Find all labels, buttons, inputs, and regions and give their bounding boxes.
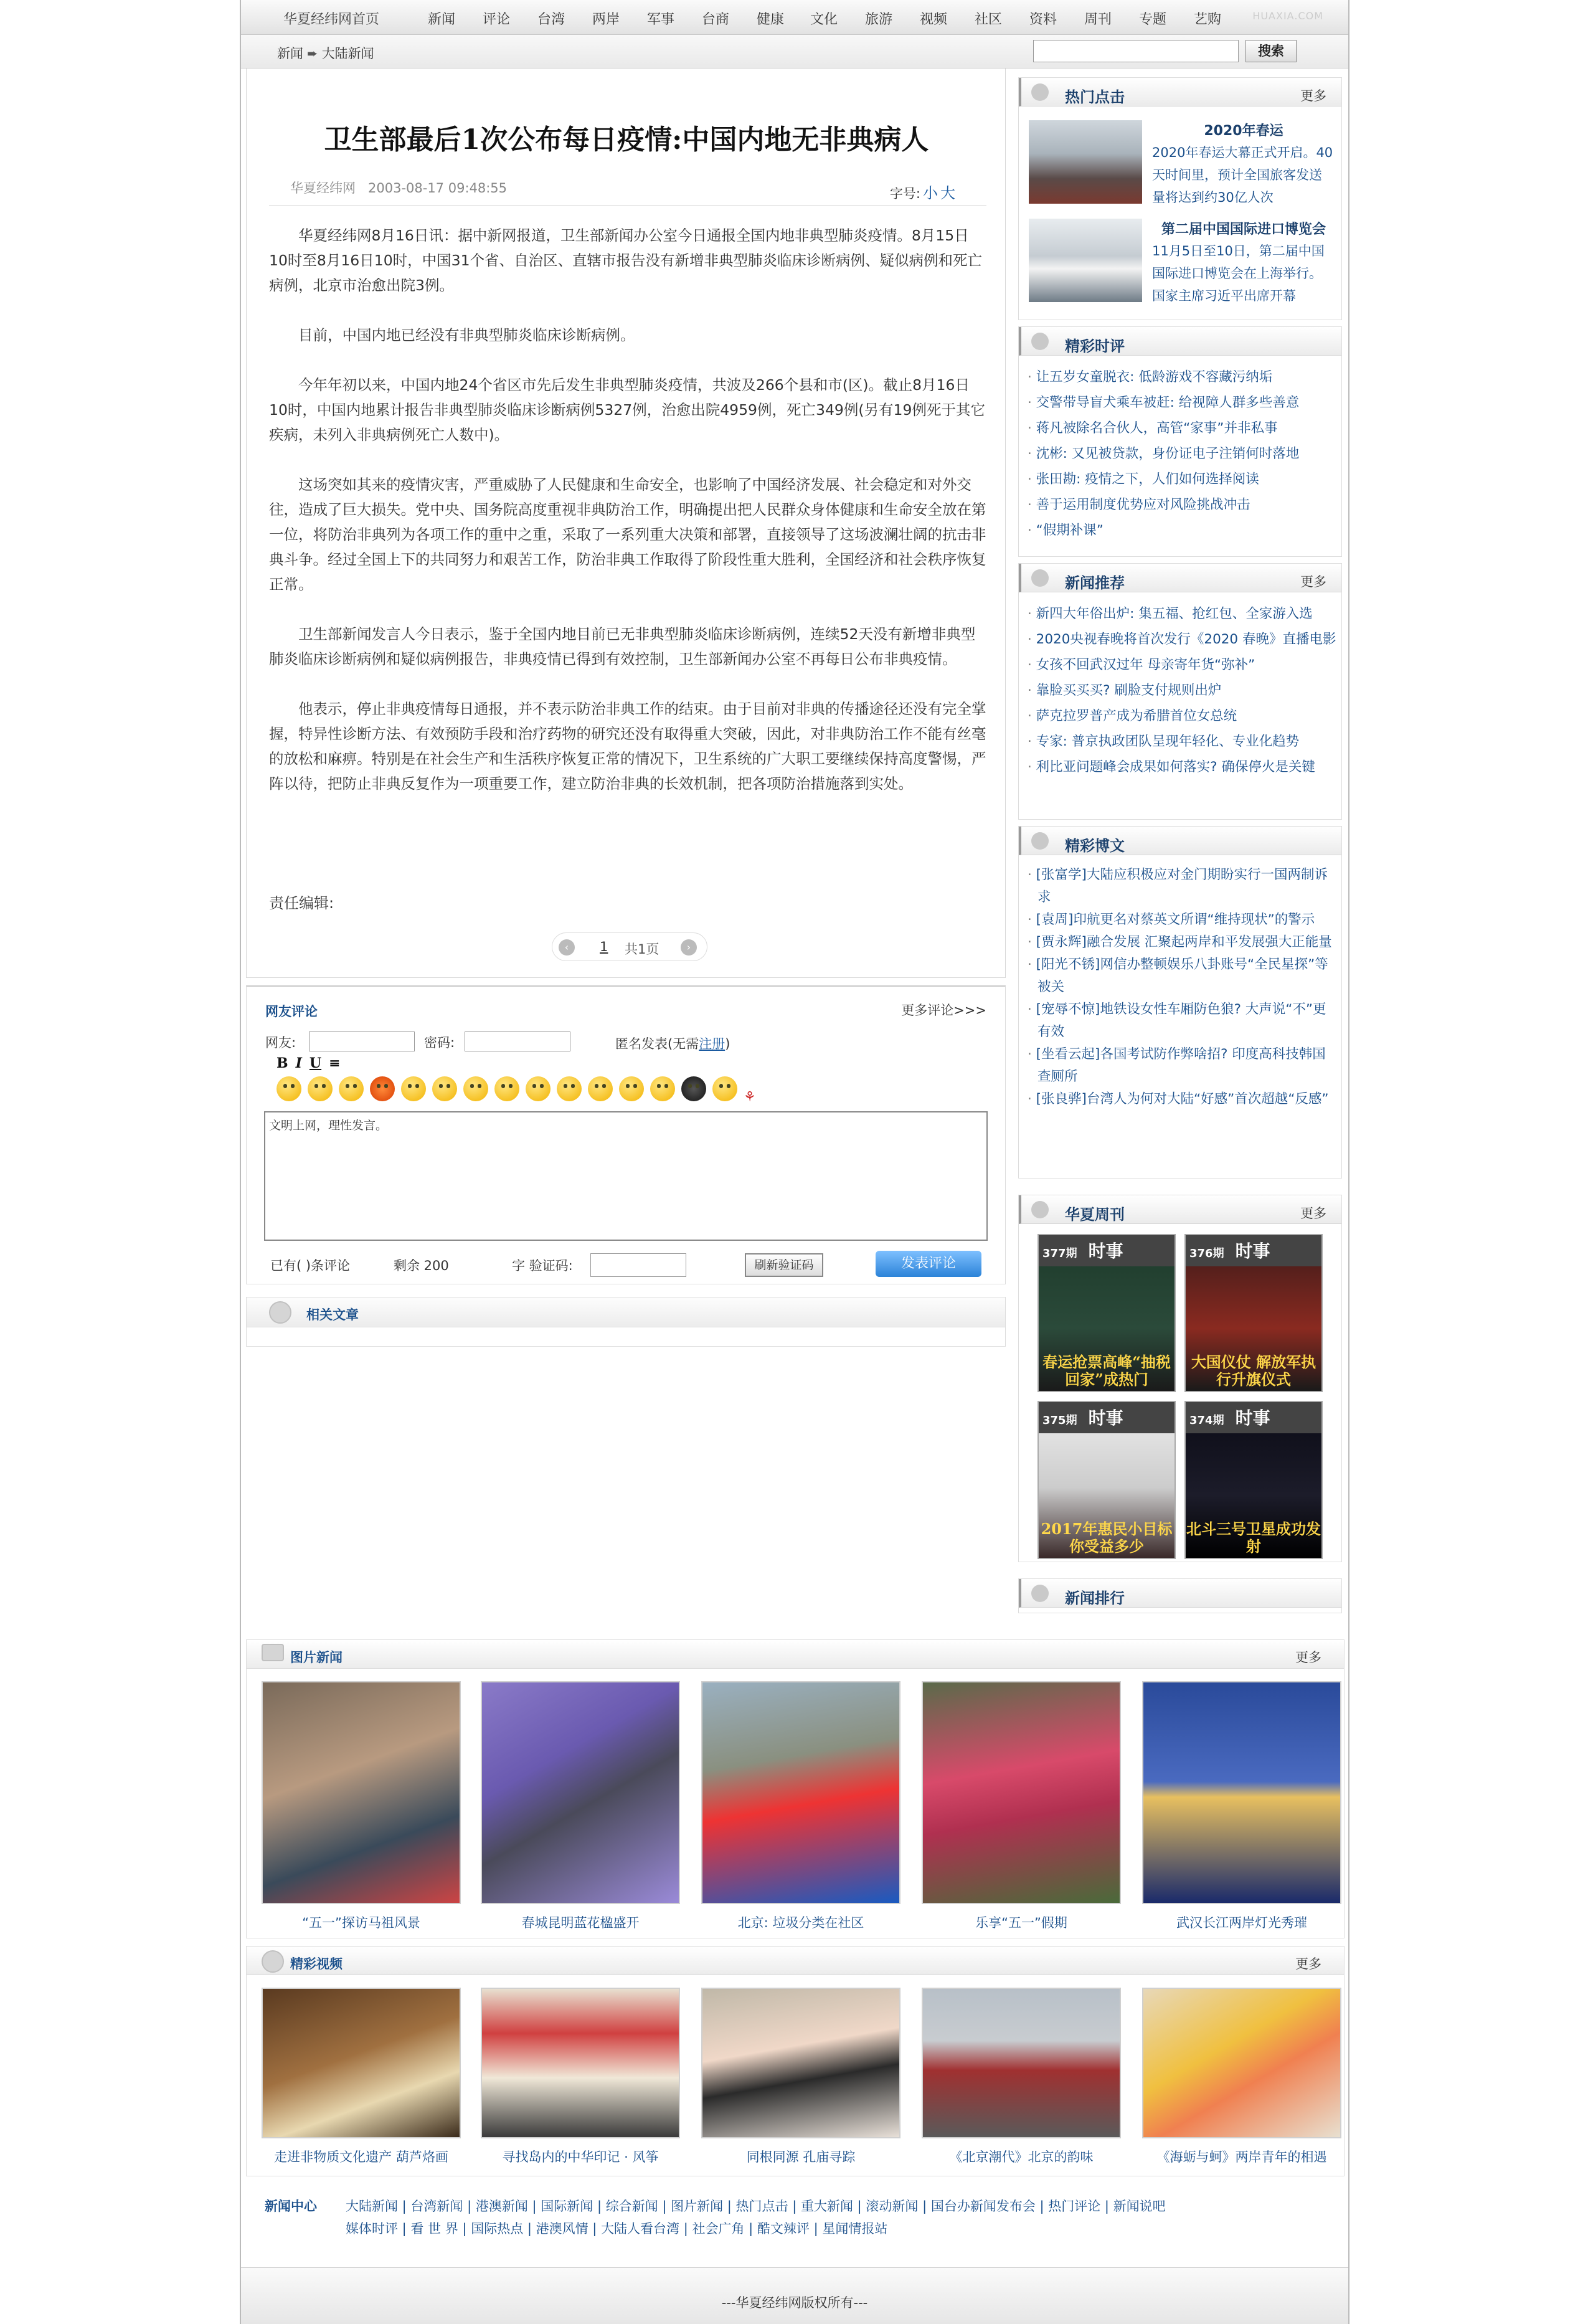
article-date: 2003-08-17 09:48:55 [368, 181, 508, 196]
video-thumbnail[interactable] [922, 1988, 1121, 2138]
rose-icon[interactable]: ⚘ [744, 1089, 756, 1105]
list-item[interactable]: · 萨克拉罗普产成为希腊首位女总统 [1028, 703, 1336, 729]
wink-emoji-icon[interactable] [432, 1076, 457, 1101]
magazine-brand: 时事 [1088, 1241, 1123, 1261]
article-source: 华夏经纬网 [290, 181, 356, 196]
blog-title: 精彩博文 [1065, 837, 1125, 855]
fire-icon [1031, 83, 1049, 101]
magazine-caption: 大国仪仗 解放军执行升旗仪式 [1191, 1353, 1316, 1388]
list-item[interactable]: · 女孩不回武汉过年 母亲寄年货“弥补” [1028, 652, 1336, 678]
list-item[interactable]: · “假期补课” [1028, 518, 1336, 543]
featured-comments-list [1028, 364, 1336, 543]
nav-item-topics[interactable]: 专题 [1139, 12, 1167, 27]
list-item[interactable]: · [张富学]大陆应积极应对金门期盼实行一国两制诉求 [1028, 864, 1336, 909]
footer-links [246, 2180, 1345, 2261]
list-item[interactable]: · [阳光不锈]网信办整顿娱乐八卦账号“全民星探”等被关 [1028, 954, 1336, 998]
featured-comments-header [1019, 327, 1341, 356]
photo-caption[interactable]: 春城昆明蓝花楹盛开 [521, 1915, 640, 1930]
photo-caption[interactable]: 乐享“五一”假期 [975, 1915, 1067, 1930]
magazine-cover[interactable] [1184, 1401, 1323, 1559]
magazine-brand: 时事 [1235, 1408, 1270, 1428]
plug-icon [1031, 569, 1049, 587]
magazine-brand: 时事 [1235, 1241, 1270, 1261]
confused-emoji-icon[interactable] [463, 1076, 488, 1101]
format-toolbar [276, 1055, 348, 1071]
magazine-caption: 春运抢票高峰“抽税回家”成热门 [1042, 1353, 1171, 1388]
hot-item-title[interactable]: 第二届中国国际进口博览会 [1161, 222, 1326, 237]
nav-home-link[interactable]: 华夏经纬网首页 [283, 12, 380, 27]
weekly-header [1019, 1195, 1341, 1224]
video-caption[interactable]: 走进非物质文化遗产 葫芦烙画 [274, 2150, 448, 2165]
breadcrumb-mainland[interactable]: 大陆新闻 [321, 46, 374, 61]
nav-item-community[interactable]: 社区 [975, 12, 1003, 27]
book-icon [1031, 1201, 1049, 1218]
magazine-cover[interactable] [1037, 1401, 1176, 1559]
hot-item-desc: 2020年春运大幕正式开启。40天时间里，预计全国旅客发送量将达到约30亿人次 [1152, 145, 1333, 205]
list-item[interactable]: · 张田勘: 疫情之下，人们如何选择阅读 [1028, 467, 1336, 492]
article-panel [246, 69, 1006, 978]
responsible-editor: 责任编辑: [269, 894, 334, 912]
list-item[interactable]: · 靠脸买买买? 刷脸支付规则出炉 [1028, 678, 1336, 703]
magazine-cover[interactable] [1037, 1234, 1176, 1392]
expo-photo[interactable] [1029, 219, 1142, 302]
video-more-link[interactable]: 更多 [1295, 1956, 1321, 1971]
sad-emoji-icon[interactable] [339, 1076, 364, 1101]
font-big-link[interactable]: 大 [940, 184, 955, 202]
article-paragraph: 今年年初以来，中国内地24个省区市先后发生非典型肺炎疫情，共波及266个县和市(区)。截止8月16日10时，中国内地累计报告非典型肺炎临床诊断病例5327例，治愈出院4959例，死亡349例(另有19例死于其它疾病，未列入非典病例死亡人数中)。 [269, 376, 985, 443]
register-link[interactable]: 注册 [699, 1036, 725, 1051]
article-title: 卫生部最后1次公布每日疫情:中国内地无非典病人 [324, 124, 929, 156]
password-label: 密码: [424, 1035, 455, 1050]
photo-news-panel [246, 1639, 1345, 1938]
video-caption[interactable]: 《北京潮代》北京的韵味 [949, 2150, 1094, 2165]
hot-header [1019, 78, 1341, 107]
comment-panel [246, 985, 1006, 1284]
search-button[interactable]: 搜索 [1245, 40, 1297, 62]
photo-thumbnail[interactable] [701, 1681, 900, 1904]
video-caption[interactable]: 《海蛎与蚵》两岸青年的相遇 [1156, 2150, 1327, 2165]
hot-item[interactable] [1029, 219, 1334, 305]
photo-caption[interactable]: 武汉长江两岸灯光秀璀 [1176, 1915, 1307, 1930]
page-number-link[interactable]: 1 [600, 939, 608, 954]
page-total: 共1页 [625, 942, 659, 957]
ranking-title: 新闻排行 [1065, 1590, 1125, 1607]
recommend-more-link[interactable]: 更多 [1300, 574, 1326, 589]
hug-emoji-icon[interactable] [712, 1076, 737, 1101]
comment-count: 已有( )条评论 [270, 1258, 351, 1273]
list-item[interactable]: · 善于运用制度优势应对风险挑战冲击 [1028, 492, 1336, 518]
video-thumbnail[interactable] [262, 1988, 461, 2138]
hot-more-link[interactable]: 更多 [1300, 88, 1326, 103]
smile-emoji-icon[interactable] [276, 1076, 301, 1101]
article-body [269, 223, 986, 821]
list-item[interactable]: · [张良骅]台湾人为何对大陆“好感”首次超越“反感” [1028, 1088, 1336, 1111]
weekly-panel [1018, 1195, 1342, 1562]
hot-title: 热门点击 [1065, 88, 1125, 106]
nav-item-art[interactable]: 艺购 [1194, 12, 1222, 27]
panda-emoji-icon[interactable] [681, 1076, 706, 1101]
cool-emoji-icon[interactable] [650, 1076, 675, 1101]
list-item[interactable]: · 让五岁女童脱衣: 低龄游戏不容藏污纳垢 [1028, 364, 1336, 390]
breadcrumb-bar [241, 35, 1348, 69]
grin-emoji-icon[interactable] [308, 1076, 333, 1101]
video-thumbnail[interactable] [481, 1988, 680, 2138]
magazine-issue: 375期 [1042, 1414, 1077, 1427]
drool-emoji-icon[interactable] [557, 1076, 582, 1101]
comment-textarea[interactable]: 文明上网，理性发言。 [264, 1111, 988, 1241]
hot-item-title[interactable]: 2020年春运 [1204, 123, 1283, 139]
magazine-issue: 376期 [1189, 1247, 1224, 1260]
anonymous-option [615, 1034, 730, 1053]
footer-links-line[interactable]: 媒体时评 | 看 世 界 | 国际热点 | 港澳风情 | 大陆人看台湾 | 社会广角 | 酷文辣评 | 星闻情报站 [346, 2221, 888, 2236]
arrow-right-icon: ➨ [307, 46, 318, 61]
font-small-link[interactable]: 小 [923, 184, 938, 202]
spring-travel-photo[interactable] [1029, 120, 1142, 204]
nav-item-comment[interactable]: 评论 [483, 12, 511, 27]
blog-list [1028, 864, 1336, 1111]
photo-caption[interactable]: 北京: 垃圾分类在社区 [737, 1915, 864, 1930]
list-item[interactable]: · 利比亚问题峰会成果如何落实? 确保停火是关键 [1028, 754, 1336, 780]
nav-item-taiwan[interactable]: 台湾 [537, 12, 565, 27]
font-size-control [890, 181, 955, 202]
article-meta [290, 178, 519, 197]
article-paragraph: 他表示，停止非典疫情每日通报，并不表示防治非典工作的结束。由于目前对非典的传播途径还没有完全掌握，特异性诊断方法、有效预防手段和治疗药物的研究还没有取得重大突破，因此，对非典防治工作不能有丝毫的放松和麻痹。特别是在社会生产和生活秩序恢复正常的情况下，卫生系统的广大职工要继续保持高度警惕，严阵以待，把防止非典反复作为一项重要工作，建立防治非典的长效机制，把各项防治措施落到实处。 [269, 700, 986, 792]
pagination [552, 932, 707, 961]
video-caption[interactable]: 同根同源 孔庙寻踪 [746, 2150, 856, 2165]
list-item[interactable]: · [袁周]印航更名对蔡英文所谓“维持现状”的警示 [1028, 909, 1336, 931]
recommend-title: 新闻推荐 [1065, 574, 1125, 592]
blog-header [1019, 827, 1341, 855]
top-nav [241, 0, 1348, 35]
next-page-button[interactable]: › [681, 939, 697, 956]
weekly-more-link[interactable]: 更多 [1300, 1206, 1326, 1221]
anonymous-label: 匿名发表(无需 [615, 1036, 699, 1051]
nav-item-data[interactable]: 资料 [1029, 12, 1057, 27]
related-header [247, 1297, 1005, 1327]
chars-remaining: 剩余 200 [394, 1258, 449, 1273]
page-wrapper [240, 0, 1349, 2324]
video-thumbnail[interactable] [1142, 1988, 1341, 2138]
featured-comments-title: 精彩时评 [1065, 338, 1125, 355]
photo-thumbnail[interactable] [262, 1681, 461, 1904]
magazine-caption: 北斗三号卫星成功发射 [1186, 1520, 1321, 1555]
nav-item-health[interactable]: 健康 [757, 12, 785, 27]
underline-button[interactable]: U [309, 1055, 322, 1071]
nav-item-cross-strait[interactable]: 两岸 [592, 12, 620, 27]
list-item[interactable]: · 蒋凡被除名合伙人，高管“家事”并非私事 [1028, 415, 1336, 441]
hot-clicks-panel [1018, 77, 1342, 320]
nav-item-news[interactable]: 新闻 [428, 12, 456, 27]
nav-item-taishang[interactable]: 台商 [702, 12, 730, 27]
bold-button[interactable]: B [276, 1055, 288, 1071]
blog-icon [1031, 832, 1049, 850]
ranking-header [1019, 1579, 1341, 1608]
site-logo: HUAXIA.COM [1252, 10, 1323, 22]
username-input[interactable] [309, 1032, 415, 1051]
search-input[interactable] [1033, 40, 1239, 62]
weekly-title: 华夏周刊 [1065, 1206, 1125, 1223]
copyright-bar [241, 2267, 1348, 2324]
photo-icon [262, 1644, 284, 1661]
magazine-brand: 时事 [1088, 1408, 1123, 1428]
list-item[interactable]: · 2020央视春晚将首次发行《2020 春晚》直播电影 [1028, 627, 1336, 652]
magazine-caption: 2017年惠民小目标你受益多少 [1041, 1520, 1173, 1555]
photo-news-more-link[interactable]: 更多 [1295, 1650, 1321, 1665]
copyright-text: ---华夏经纬网版权所有--- [721, 2295, 868, 2310]
hot-item-desc: 11月5日至10日，第二届中国国际进口博览会在上海举行。国家主席习近平出席开幕 [1152, 244, 1325, 303]
nav-item-military[interactable]: 军事 [647, 12, 675, 27]
submit-comment-button[interactable]: 发表评论 [876, 1251, 981, 1277]
featured-comments-panel [1018, 326, 1342, 557]
related-articles-panel [246, 1297, 1006, 1347]
news-ranking-panel [1018, 1578, 1342, 1613]
photo-caption[interactable]: “五一”探访马祖风景 [302, 1915, 420, 1930]
featured-video-panel [246, 1946, 1345, 2176]
breadcrumb [277, 44, 374, 62]
more-comments-link[interactable]: 更多评论>>> [901, 1003, 986, 1018]
pen-icon [1031, 333, 1049, 350]
related-icon [269, 1301, 291, 1324]
article-paragraph: 华夏经纬网8月16日讯：据中新网报道，卫生部新闻办公室今日通报全国内地非典型肺炎疫情。8月15日10时至8月16日10时，中国31个省、自治区、直辖市报告没有新增非典型肺炎临床诊断病例、疑似病例和死亡病例，北京市治愈出院3例。 [269, 227, 983, 294]
surprised-emoji-icon[interactable] [619, 1076, 644, 1101]
nav-item-culture[interactable]: 文化 [810, 12, 838, 27]
list-item[interactable]: · [贾永辉]融合发展 汇聚起两岸和平发展强大正能量 [1028, 931, 1336, 954]
recommend-list [1028, 601, 1336, 780]
magazine-header [1186, 1235, 1321, 1266]
video-caption[interactable]: 寻找岛内的中华印记 · 风筝 [502, 2150, 659, 2165]
breadcrumb-news[interactable]: 新闻 [277, 46, 303, 61]
laugh-emoji-icon[interactable] [401, 1076, 426, 1101]
align-button[interactable]: ≡ [329, 1055, 341, 1071]
article-paragraph: 卫生部新闻发言人今日表示，鉴于全国内地目前已无非典型肺炎临床诊断病例，连续52天没有新增非典型肺炎临床诊断病例和疑似病例报告，非典疫情已得到有效控制，卫生部新闻办公室不再每日公布非典疫情。 [269, 625, 976, 668]
comment-title: 网友评论 [265, 1004, 318, 1019]
italic-button[interactable]: I [295, 1055, 302, 1071]
nav-item-weekly[interactable]: 周刊 [1084, 12, 1112, 27]
video-thumbnail[interactable] [701, 1988, 900, 2138]
video-icon [262, 1950, 284, 1973]
video-title: 精彩视频 [290, 1956, 343, 1971]
magazine-issue: 377期 [1042, 1247, 1077, 1260]
photo-thumbnail[interactable] [922, 1681, 1121, 1904]
magazine-cover[interactable] [1184, 1234, 1323, 1392]
list-item[interactable]: · [宠辱不惊]地铁设女性车厢防色狼? 大声说“不”更有效 [1028, 998, 1336, 1043]
photo-news-header [247, 1640, 1344, 1669]
magazine-header [1186, 1402, 1321, 1433]
magazine-issue: 374期 [1189, 1414, 1224, 1427]
list-item[interactable]: · 新四大年俗出炉: 集五福、抢红包、全家游入选 [1028, 601, 1336, 627]
featured-blog-panel [1018, 826, 1342, 1179]
video-header [247, 1947, 1344, 1975]
hot-item[interactable] [1029, 120, 1334, 206]
photo-news-title: 图片新闻 [290, 1650, 343, 1665]
list-item[interactable]: · 交警带导盲犬乘车被赶: 给视障人群多些善意 [1028, 390, 1336, 415]
recommend-header [1019, 564, 1341, 592]
anonymous-label-end: ) [725, 1036, 730, 1051]
article-paragraph: 这场突如其来的疫情灾害，严重威胁了人民健康和生命安全，也影响了中国经济发展、社会稳定和对外交往，造成了巨大损失。党中央、国务院高度重视非典防治工作，明确提出把人民群众身体健康和生命安全放在第一位，将防治非典列为各项工作的重中之重，采取了一系列重大决策和部署，直接领导了这场波澜壮阔的抗击非典斗争。经过全国上下的共同努力和艰苦工作，防治非典工作取得了阶段性重大胜利，全国经济和社会秩序恢复正常。 [269, 476, 986, 593]
footer-title: 新闻中心 [265, 2199, 317, 2214]
list-item[interactable]: · 专家: 普京执政团队呈现年轻化、专业化趋势 [1028, 729, 1336, 754]
magazine-header [1039, 1235, 1174, 1266]
nav-item-travel[interactable]: 旅游 [865, 12, 893, 27]
chart-icon [1031, 1585, 1049, 1602]
list-item[interactable]: · [坐看云起]各国考试防作弊啥招? 印度高科技韩国查厕所 [1028, 1043, 1336, 1088]
username-label: 网友: [265, 1035, 296, 1050]
prev-page-button[interactable]: ‹ [559, 939, 575, 956]
list-item[interactable]: · 沈彬: 又见被贷款，身份证电子注销何时落地 [1028, 441, 1336, 467]
captcha-input[interactable] [590, 1253, 686, 1277]
nav-item-video[interactable]: 视频 [920, 12, 948, 27]
magazine-header [1039, 1402, 1174, 1433]
captcha-label: 字 验证码: [512, 1258, 573, 1273]
photo-thumbnail[interactable] [1142, 1681, 1341, 1904]
photo-thumbnail[interactable] [481, 1681, 680, 1904]
mad-emoji-icon[interactable] [494, 1076, 519, 1101]
font-size-label: 字号: [889, 186, 920, 201]
think-emoji-icon[interactable] [526, 1076, 551, 1101]
kiss-emoji-icon[interactable] [588, 1076, 613, 1101]
article-paragraph: 目前，中国内地已经没有非典型肺炎临床诊断病例。 [298, 326, 635, 344]
emoticon-bar [276, 1076, 756, 1107]
related-title: 相关文章 [306, 1307, 359, 1322]
news-recommend-panel [1018, 563, 1342, 820]
password-input[interactable] [465, 1032, 570, 1051]
footer-links-line[interactable]: 大陆新闻 | 台湾新闻 | 港澳新闻 | 国际新闻 | 综合新闻 | 图片新闻 | 热门点击 | 重大新闻 | 滚动新闻 | 国台办新闻发布会 | 热门评论 | 新闻说吧 [346, 2199, 1166, 2214]
refresh-captcha-button[interactable]: 刷新验证码 [745, 1253, 823, 1277]
angry-emoji-icon[interactable] [370, 1076, 395, 1101]
